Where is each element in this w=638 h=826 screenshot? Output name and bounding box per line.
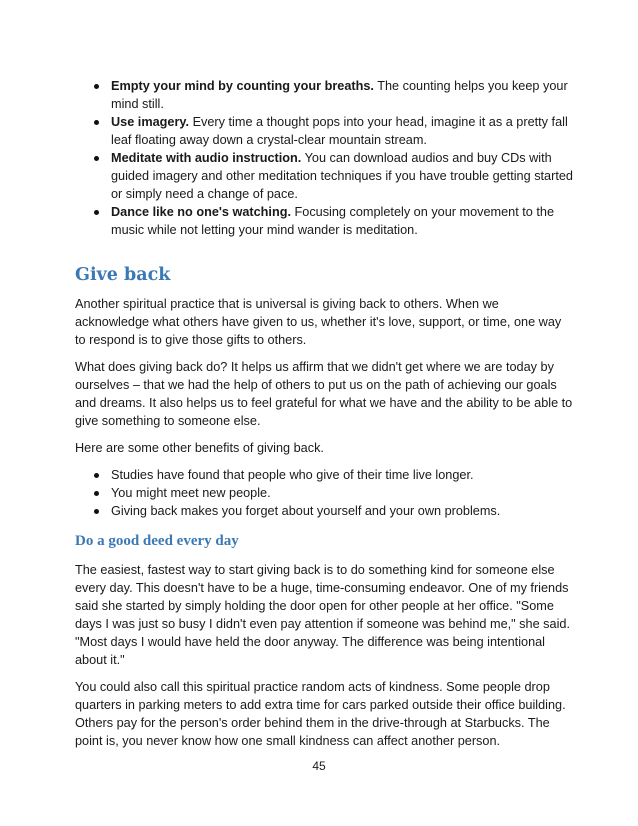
paragraph: Another spiritual practice that is universal is giving back to others. When we acknowledge what others have given to us, whether it's love, support, or time, one way to respond is to give those gifts to others. bbox=[75, 297, 562, 347]
benefits-list bbox=[75, 466, 575, 520]
list-item bbox=[75, 77, 575, 113]
list-item bbox=[75, 149, 575, 203]
bullet-icon bbox=[94, 156, 99, 161]
list-item bbox=[75, 502, 575, 520]
benefit-text: You might meet new people. bbox=[111, 486, 271, 500]
tip-bold: Empty your mind by counting your breaths. bbox=[111, 79, 374, 93]
tip-text: Every time a thought pops into your head, imagine it as a pretty fall leaf floating away down a crystal-clear mountain stream. bbox=[111, 115, 568, 147]
tip-text: Focusing completely on your movement to the music while not letting your mind wander is meditation. bbox=[111, 205, 555, 237]
bullet-icon bbox=[94, 84, 99, 89]
paragraph: What does giving back do? It helps us affirm that we didn't get where we are today by ourselves – that we had the help of others to put us on the path of achieving our goals and dreams. It also helps us to feel grateful for what we have and the ability to be able to give something to someone else. bbox=[75, 360, 573, 428]
page-content bbox=[75, 77, 575, 750]
section-heading-give-back: Give back bbox=[75, 265, 171, 285]
benefit-text: Studies have found that people who give of their time live longer. bbox=[111, 468, 474, 482]
bullet-icon bbox=[94, 509, 99, 514]
bullet-icon bbox=[94, 473, 99, 478]
tip-bold: Dance like no one's watching. bbox=[111, 205, 291, 219]
bullet-icon bbox=[94, 491, 99, 496]
paragraph: The easiest, fastest way to start giving back is to do something kind for someone else every day. This doesn't have to be a huge, time-consuming endeavor. One of my friends said she started by simply holding the door open for other people at her office. "Some days I was just so busy I didn't even pay attention if someone was behind me," she said. "Most days I would have held the door anyway. The difference was being intentional about it." bbox=[75, 563, 570, 667]
tip-bold: Use imagery. bbox=[111, 115, 190, 129]
page-number: 45 bbox=[312, 759, 326, 773]
bullet-icon bbox=[94, 210, 99, 215]
list-item bbox=[75, 113, 575, 149]
tip-text: The counting helps you keep your mind still. bbox=[111, 79, 568, 111]
bullet-icon bbox=[94, 120, 99, 125]
tip-text: You can download audios and buy CDs with guided imagery and other meditation techniques if you have trouble getting started or simply need a change of pace. bbox=[111, 151, 573, 201]
subsection-heading-good-deed: Do a good deed every day bbox=[75, 533, 239, 549]
benefit-text: Giving back makes you forget about yourself and your own problems. bbox=[111, 504, 501, 518]
list-item bbox=[75, 484, 575, 502]
list-item bbox=[75, 466, 575, 484]
list-item bbox=[75, 203, 575, 239]
tip-bold: Meditate with audio instruction. bbox=[111, 151, 302, 165]
meditation-tips-list bbox=[75, 77, 575, 239]
paragraph: Here are some other benefits of giving back. bbox=[75, 441, 324, 455]
paragraph: You could also call this spiritual practice random acts of kindness. Some people drop quarters in parking meters to add extra time for cars parked outside their office building. Others pay for the person's order behind them in the drive-through at Starbucks. The point is, you never know how one small kindness can affect another person. bbox=[75, 680, 566, 748]
